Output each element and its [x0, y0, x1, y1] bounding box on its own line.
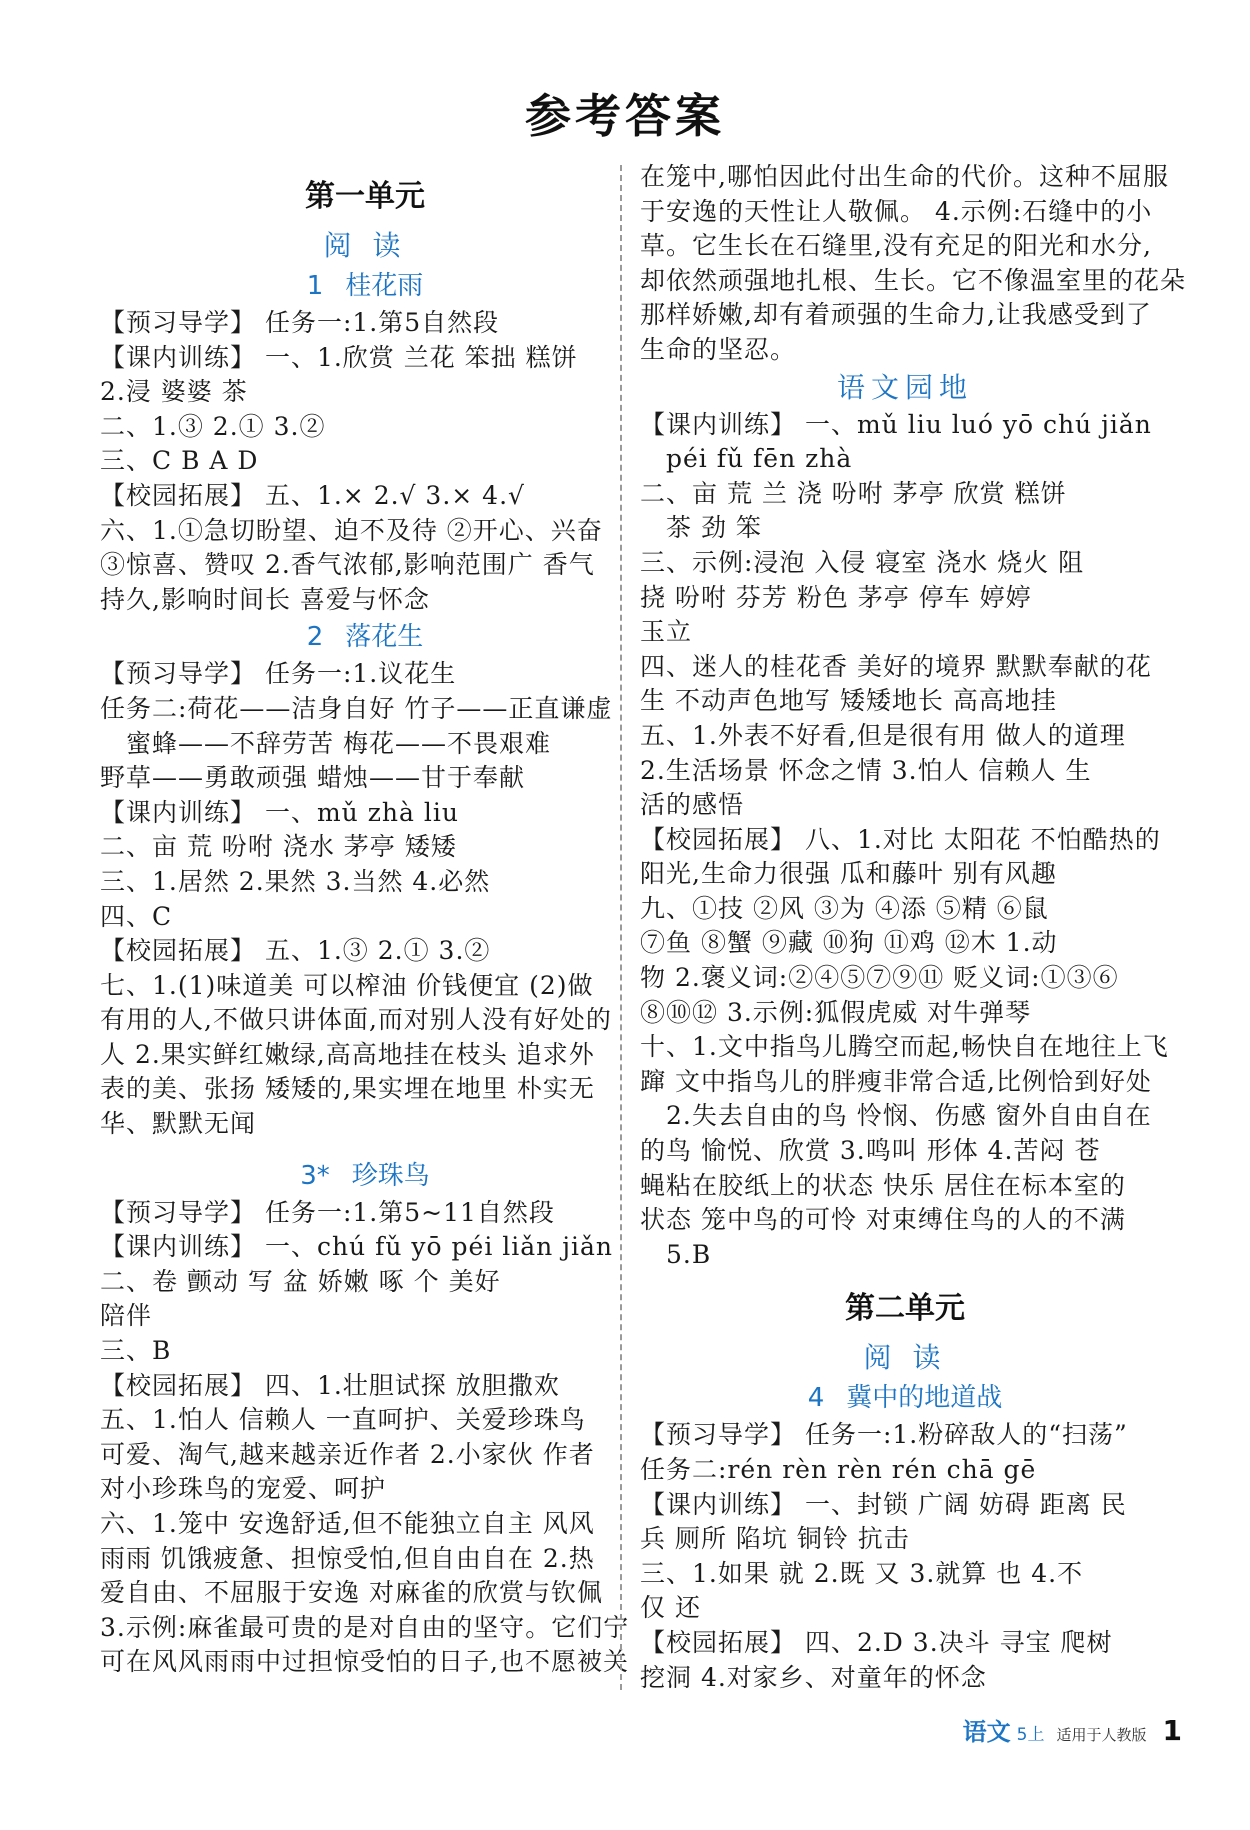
answer-line: 挠 吩咐 芬芳 粉色 茅亭 停车 婷婷	[640, 582, 1032, 612]
answer-line: péi fǔ fēn zhà	[666, 444, 853, 474]
answer-line: 任务二:荷花——洁身自好 竹子——正直谦虚	[100, 693, 613, 723]
answer-line: 【课内训练】 一、mǔ liu luó yō chú jiǎn	[640, 409, 1152, 439]
section-heading: 语文园地	[836, 370, 973, 404]
answer-line: 【校园拓展】 四、2.D 3.决斗 寻宝 爬树	[640, 1627, 1113, 1657]
answer-line: 3.示例:麻雀最可贵的是对自由的坚守。它们宁	[100, 1612, 630, 1642]
answer-line: 挖洞 4.对家乡、对童年的怀念	[640, 1662, 987, 1692]
answer-line: 三、C B A D	[100, 446, 259, 476]
answer-line: 兵 厕所 陷坑 铜铃 抗击	[640, 1524, 910, 1554]
unit-heading: 第一单元	[305, 179, 425, 214]
answer-line: 爱自由、不屈服于安逸 对麻雀的欣赏与钦佩	[100, 1578, 603, 1608]
answer-line: ③惊喜、赞叹 2.香气浓郁,影响范围广 香气	[100, 550, 595, 580]
answer-line: 【校园拓展】 八、1.对比 太阳花 不怕酷热的	[640, 824, 1161, 854]
answer-line: 2.生活场景 怀念之情 3.怕人 信赖人 生	[640, 755, 1092, 785]
answer-line: 却依然顽强地扎根、生长。它不像温室里的花朵	[640, 265, 1187, 295]
answer-line: 三、示例:浸泡 入侵 寝室 浇水 烧火 阻	[640, 547, 1085, 577]
answer-line: 茶 劲 笨	[666, 513, 762, 543]
lesson-heading	[100, 1156, 630, 1196]
answer-line: 二、卷 颤动 写 盆 娇嫩 啄 个 美好	[100, 1266, 501, 1296]
answer-line: 【预习导学】 任务一:1.第5自然段	[100, 308, 500, 337]
answer-line: 2.浸 婆婆 茶	[100, 377, 248, 407]
answer-line: 表的美、张扬 矮矮的,果实埋在地里 朴实无	[100, 1074, 595, 1104]
lesson-heading	[100, 617, 630, 657]
column-divider	[620, 165, 622, 1690]
answer-line: 活的感悟	[640, 790, 745, 820]
answer-line: 的鸟 愉悦、欣赏 3.鸣叫 形体 4.苦闷 苍	[640, 1136, 1101, 1166]
answer-line: 5.B	[666, 1239, 712, 1269]
answer-line: 玉立	[640, 617, 693, 647]
lesson-number: 2	[306, 622, 324, 653]
answer-line: 草。它生长在石缝里,没有充足的阳光和水分,	[640, 231, 1152, 261]
answer-line: 九、①技 ②风 ③为 ④添 ⑤精 ⑥鼠	[640, 893, 1049, 923]
answer-line: 【预习导学】 任务一:1.第5~11自然段	[100, 1197, 555, 1227]
answer-line: 2.失去自由的鸟 怜悯、伤感 窗外自由自在	[666, 1101, 1152, 1131]
page-title: 参考答案	[525, 89, 725, 143]
answer-line: 任务二:rén rèn rèn rén chā gē	[640, 1455, 1037, 1484]
footer-subject: 语文	[962, 1718, 1011, 1746]
lesson-number: 1	[306, 271, 324, 301]
answer-line: 【预习导学】 任务一:1.粉碎敌人的“扫荡”	[640, 1420, 1128, 1450]
lesson-heading	[640, 1378, 1170, 1418]
answer-line: ⑦鱼 ⑧蟹 ⑨藏 ⑩狗 ⑪鸡 ⑫木 1.动	[640, 928, 1058, 958]
left-column	[100, 160, 630, 1680]
page-footer	[963, 1712, 1182, 1748]
lesson-title: 桂花雨	[345, 271, 424, 301]
answer-line: 阳光,生命力很强 瓜和藤叶 别有风趣	[640, 859, 1057, 889]
answer-line: 七、1.(1)味道美 可以榨油 价钱便宜 (2)做	[100, 970, 594, 1000]
unit-heading: 第二单元	[845, 1291, 965, 1327]
lesson-heading	[100, 266, 630, 306]
answer-line: 那样娇嫩,却有着顽强的生命力,让我感受到了	[640, 300, 1152, 330]
answer-line: 三、1.居然 2.果然 3.当然 4.必然	[100, 866, 491, 896]
answer-line: 三、B	[100, 1336, 172, 1366]
answer-line: 【预习导学】 任务一:1.议花生	[100, 659, 457, 689]
answer-line: 二、亩 荒 吩咐 浇水 茅亭 矮矮	[100, 832, 457, 862]
answer-line: 三、1.如果 就 2.既 又 3.就算 也 4.不	[640, 1558, 1084, 1588]
lesson-number: 4	[807, 1383, 825, 1414]
answer-line: 持久,影响时间长 喜爱与怀念	[100, 584, 430, 614]
answer-line: 【课内训练】 一、mǔ zhà liu	[100, 797, 459, 827]
lesson-number: 3*	[300, 1160, 330, 1191]
section-heading: 阅 读	[863, 1341, 947, 1375]
lesson-title: 珍珠鸟	[351, 1160, 430, 1191]
answer-line: 可爱、淘气,越来越亲近作者 2.小家伙 作者	[100, 1439, 595, 1469]
answer-line: 对小珍珠鸟的宠爱、呵护	[100, 1474, 387, 1504]
footer-edition: 适用于人教版	[1056, 1726, 1147, 1744]
answer-line: 蹿 文中指鸟儿的胖瘦非常合适,比例恰到好处	[640, 1066, 1152, 1096]
section-heading: 阅 读	[323, 229, 407, 262]
lesson-title: 冀中的地道战	[846, 1383, 1003, 1414]
answer-line: 人 2.果实鲜红嫩绿,高高地挂在枝头 追求外	[100, 1039, 595, 1069]
answer-line: 于安逸的天性让人敬佩。 4.示例:石缝中的小	[640, 196, 1153, 226]
answer-line: 在笼中,哪怕因此付出生命的代价。这种不屈服	[640, 162, 1169, 191]
answer-line: 二、1.③ 2.① 3.②	[100, 411, 326, 441]
lesson-title: 落花生	[345, 622, 424, 653]
answer-line: 【课内训练】 一、封锁 广阔 妨碍 距离 民	[640, 1489, 1127, 1519]
answer-line: 生 不动声色地写 矮矮地长 高高地挂	[640, 686, 1057, 716]
answer-line: 十、1.文中指鸟儿腾空而起,畅快自在地往上飞	[640, 1032, 1169, 1062]
answer-line: 物 2.褒义词:②④⑤⑦⑨⑪ 贬义词:①③⑥	[640, 963, 1119, 993]
page-number: 1	[1162, 1714, 1182, 1747]
spacer	[100, 1142, 630, 1156]
answer-line: 四、C	[100, 901, 173, 931]
answer-line: 有用的人,不做只讲体面,而对别人没有好处的	[100, 1005, 612, 1035]
answer-line: 生命的坚忍。	[640, 334, 797, 364]
footer-grade: 5上	[1016, 1725, 1045, 1745]
answer-line: 状态 笼中鸟的可怜 对束缚住鸟的人的不满	[640, 1205, 1126, 1235]
answer-line: 六、1.笼中 安逸舒适,但不能独立自主 风风	[100, 1509, 595, 1538]
answer-line: 野草——勇敢顽强 蜡烛——甘于奉献	[100, 763, 525, 793]
answer-line: 仅 还	[640, 1593, 701, 1623]
answer-line: 【校园拓展】 四、1.壮胆试探 放胆撒欢	[100, 1370, 560, 1400]
answer-line: 六、1.①急切盼望、迫不及待 ②开心、兴奋	[100, 515, 603, 545]
answer-line: 蝇粘在胶纸上的状态 快乐 居住在标本室的	[640, 1170, 1126, 1200]
answer-line: 【课内训练】 一、1.欣赏 兰花 笨拙 糕饼	[100, 342, 578, 372]
answer-line: 五、1.怕人 信赖人 一直呵护、关爱珍珠鸟	[100, 1405, 586, 1435]
answer-line: 五、1.外表不好看,但是很有用 做人的道理	[640, 720, 1126, 750]
answer-line: 陪伴	[100, 1301, 153, 1331]
answer-line: 【校园拓展】 五、1.× 2.√ 3.× 4.√	[100, 480, 525, 510]
answer-line: ⑧⑩⑫ 3.示例:狐假虎威 对牛弹琴	[640, 997, 1032, 1027]
answer-line: 蜜蜂——不辞劳苦 梅花——不畏艰难	[126, 728, 551, 758]
answer-line: 【校园拓展】 五、1.③ 2.① 3.②	[100, 936, 491, 966]
answer-line: 华、默默无闻	[100, 1109, 257, 1139]
answer-line: 二、亩 荒 兰 浇 吩咐 茅亭 欣赏 糕饼	[640, 478, 1067, 508]
answer-line: 雨雨 饥饿疲惫、担惊受怕,但自由自在 2.热	[100, 1543, 595, 1573]
answer-line: 【课内训练】 一、chú fǔ yō péi liǎn jiǎn	[100, 1232, 613, 1262]
answer-line: 四、迷人的桂花香 美好的境界 默默奉献的花	[640, 651, 1152, 681]
right-column	[640, 160, 1187, 1695]
answer-line: 可在风风雨雨中过担惊受怕的日子,也不愿被关	[100, 1647, 629, 1677]
